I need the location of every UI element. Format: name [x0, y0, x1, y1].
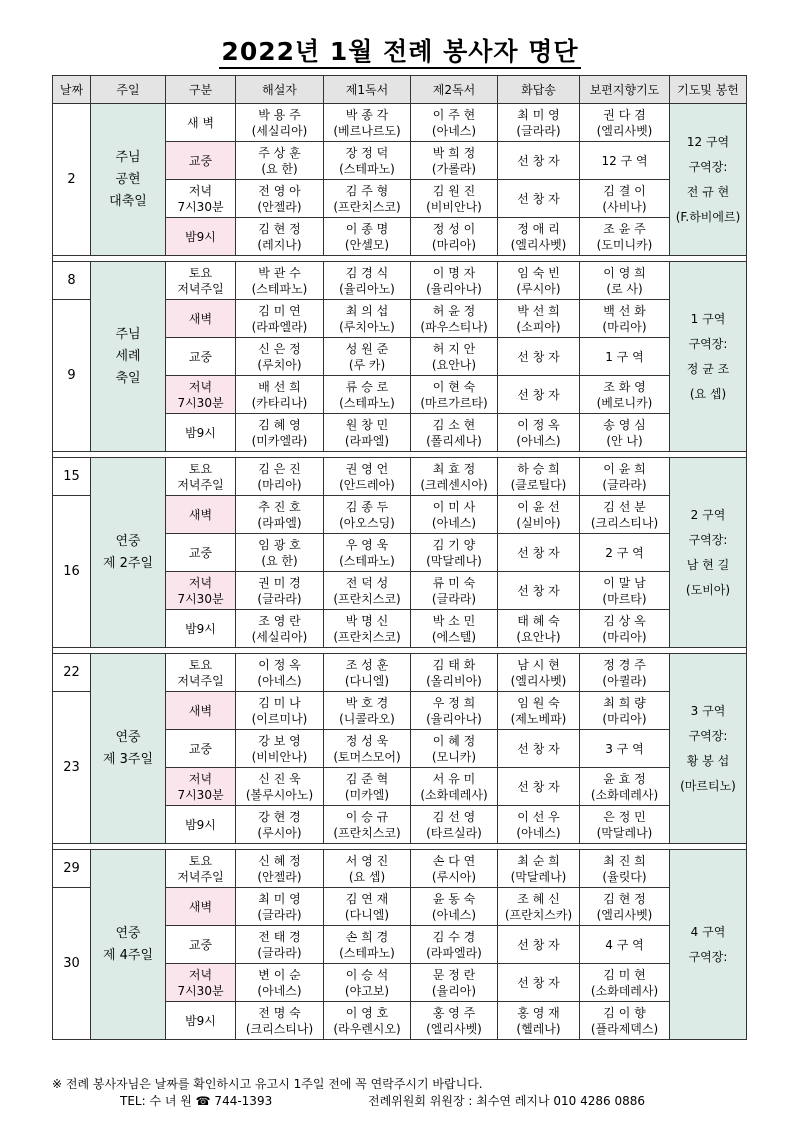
- reading2-cell: 허 윤 정 (파우스티나): [411, 300, 498, 338]
- commentator-cell: 김 은 진 (마리아): [236, 458, 324, 496]
- intercessions-cell: 조 윤 주 (도미니카): [580, 218, 670, 256]
- prayer-offering-cell: 3 구역 구역장: 황 봉 섭 (마르티노): [670, 654, 747, 844]
- date-cell: 2: [53, 104, 91, 256]
- mass-type-cell: 새벽: [166, 300, 236, 338]
- intercessions-cell: 최 희 량 (마리아): [580, 692, 670, 730]
- reading2-cell: 이 주 현 (아네스): [411, 104, 498, 142]
- mass-type-cell: 새벽: [166, 496, 236, 534]
- intercessions-cell: 이 말 남 (마르타): [580, 572, 670, 610]
- reading1-cell: 박 호 경 (니콜라오): [324, 692, 411, 730]
- contact-committee: 전례위원회 위원장 : 최수연 레지나 010 4286 0886: [368, 1094, 646, 1108]
- date-cell: 29: [53, 850, 91, 888]
- reading1-cell: 이 영 호 (라우렌시오): [324, 1002, 411, 1040]
- date-cell: 22: [53, 654, 91, 692]
- page-title: 2022년 1월 전례 봉사자 명단: [0, 32, 800, 68]
- reading1-cell: 성 원 준 (루 카): [324, 338, 411, 376]
- mass-type-cell: 토요 저녁주일: [166, 654, 236, 692]
- intercessions-cell: 윤 효 정 (소화데레사): [580, 768, 670, 806]
- table-row: [53, 850, 747, 888]
- commentator-cell: 권 미 경 (글라라): [236, 572, 324, 610]
- commentator-cell: 박 관 수 (스테파노): [236, 262, 324, 300]
- roster-table: [52, 75, 747, 1040]
- mass-type-cell: 교중: [166, 730, 236, 768]
- intercessions-cell: 은 정 민 (막달레나): [580, 806, 670, 844]
- psalm-cell: 선 창 자: [498, 534, 580, 572]
- date-cell: 16: [53, 496, 91, 648]
- col-date: 날짜: [53, 76, 91, 104]
- commentator-cell: 김 미 연 (라파엘라): [236, 300, 324, 338]
- reading1-cell: 김 연 재 (다니엘): [324, 888, 411, 926]
- reading2-cell: 김 소 현 (폴리세나): [411, 414, 498, 452]
- date-cell: 15: [53, 458, 91, 496]
- psalm-cell: 태 혜 숙 (요안나): [498, 610, 580, 648]
- reading1-cell: 서 영 진 (요 셉): [324, 850, 411, 888]
- reading2-cell: 김 선 영 (타르실라): [411, 806, 498, 844]
- reading1-cell: 권 영 언 (안드레아): [324, 458, 411, 496]
- date-cell: 23: [53, 692, 91, 844]
- intercessions-cell: 김 이 향 (플라제덱스): [580, 1002, 670, 1040]
- reading2-cell: 문 정 란 (율리아): [411, 964, 498, 1002]
- col-prayer-offering: 기도및 봉헌: [670, 76, 747, 104]
- reading1-cell: 김 경 식 (율리아노): [324, 262, 411, 300]
- psalm-cell: 이 선 우 (아네스): [498, 806, 580, 844]
- reading2-cell: 최 효 정 (크레센시아): [411, 458, 498, 496]
- commentator-cell: 전 태 경 (글라라): [236, 926, 324, 964]
- commentator-cell: 강 보 영 (비비안나): [236, 730, 324, 768]
- mass-type-cell: 새벽: [166, 692, 236, 730]
- col-reading1: 제1독서: [324, 76, 411, 104]
- commentator-cell: 추 진 호 (라파엘): [236, 496, 324, 534]
- reading1-cell: 우 영 욱 (스테파노): [324, 534, 411, 572]
- mass-type-cell: 교중: [166, 926, 236, 964]
- mass-type-cell: 새벽: [166, 888, 236, 926]
- psalm-cell: 이 윤 선 (실비아): [498, 496, 580, 534]
- reading1-cell: 류 승 로 (스테파노): [324, 376, 411, 414]
- date-cell: 8: [53, 262, 91, 300]
- intercessions-cell: 김 상 옥 (마리아): [580, 610, 670, 648]
- sunday-cell: 연중 제 3주일: [91, 654, 166, 844]
- reading2-cell: 김 기 양 (막달레나): [411, 534, 498, 572]
- col-psalm: 화답송: [498, 76, 580, 104]
- mass-type-cell: 밤9시: [166, 806, 236, 844]
- sunday-cell: 주님 세례 축일: [91, 262, 166, 452]
- contact-phone: TEL: 수 녀 원 ☎ 744-1393: [120, 1094, 273, 1108]
- reading1-cell: 김 주 형 (프란치스코): [324, 180, 411, 218]
- commentator-cell: 최 미 영 (글라라): [236, 888, 324, 926]
- psalm-cell: 임 숙 빈 (루시아): [498, 262, 580, 300]
- psalm-cell: 이 정 옥 (아네스): [498, 414, 580, 452]
- intercessions-cell: 1 구 역: [580, 338, 670, 376]
- table-row: [53, 458, 747, 496]
- psalm-cell: 선 창 자: [498, 180, 580, 218]
- mass-type-cell: 밤9시: [166, 218, 236, 256]
- commentator-cell: 배 선 희 (카타리나): [236, 376, 324, 414]
- mass-type-cell: 밤9시: [166, 610, 236, 648]
- reading2-cell: 서 유 미 (소화데레사): [411, 768, 498, 806]
- col-commentator: 해설자: [236, 76, 324, 104]
- psalm-cell: 조 혜 신 (프란치스카): [498, 888, 580, 926]
- psalm-cell: 최 순 희 (막달레나): [498, 850, 580, 888]
- commentator-cell: 조 영 란 (세실리아): [236, 610, 324, 648]
- footer-note: ※ 전례 봉사자님은 날짜를 확인하시고 유고시 1주일 전에 꼭 연락주시기 바랍니다.: [52, 1077, 483, 1091]
- psalm-cell: 홍 영 재 (헬레나): [498, 1002, 580, 1040]
- col-type: 구분: [166, 76, 236, 104]
- reading1-cell: 최 의 섭 (루치아노): [324, 300, 411, 338]
- psalm-cell: 정 애 리 (엘리사벳): [498, 218, 580, 256]
- commentator-cell: 주 상 훈 (요 한): [236, 142, 324, 180]
- intercessions-cell: 12 구 역: [580, 142, 670, 180]
- commentator-cell: 신 혜 정 (안젤라): [236, 850, 324, 888]
- intercessions-cell: 김 선 분 (크리스티나): [580, 496, 670, 534]
- reading1-cell: 조 성 훈 (다니엘): [324, 654, 411, 692]
- reading1-cell: 장 정 덕 (스테파노): [324, 142, 411, 180]
- psalm-cell: 박 선 희 (소피아): [498, 300, 580, 338]
- commentator-cell: 박 용 주 (세실리아): [236, 104, 324, 142]
- mass-type-cell: 밤9시: [166, 1002, 236, 1040]
- psalm-cell: 선 창 자: [498, 142, 580, 180]
- intercessions-cell: 조 화 영 (베로니카): [580, 376, 670, 414]
- commentator-cell: 이 정 옥 (아네스): [236, 654, 324, 692]
- mass-type-cell: 밤9시: [166, 414, 236, 452]
- table-row: [53, 262, 747, 300]
- sunday-cell: 연중 제 2주일: [91, 458, 166, 648]
- intercessions-cell: 권 다 겸 (엘리사벳): [580, 104, 670, 142]
- reading1-cell: 박 명 신 (프란치스코): [324, 610, 411, 648]
- reading1-cell: 정 성 욱 (토머스모어): [324, 730, 411, 768]
- reading2-cell: 김 태 화 (올리비아): [411, 654, 498, 692]
- reading2-cell: 박 희 정 (가롤라): [411, 142, 498, 180]
- intercessions-cell: 이 윤 희 (글라라): [580, 458, 670, 496]
- mass-type-cell: 교중: [166, 338, 236, 376]
- reading2-cell: 박 소 민 (에스텔): [411, 610, 498, 648]
- reading1-cell: 이 승 석 (야고보): [324, 964, 411, 1002]
- mass-type-cell: 새 벽: [166, 104, 236, 142]
- reading1-cell: 김 종 두 (아오스딩): [324, 496, 411, 534]
- reading1-cell: 이 승 규 (프란치스코): [324, 806, 411, 844]
- intercessions-cell: 최 진 희 (율릿다): [580, 850, 670, 888]
- psalm-cell: 임 원 숙 (제노베파): [498, 692, 580, 730]
- reading2-cell: 손 다 연 (루시아): [411, 850, 498, 888]
- commentator-cell: 김 현 정 (레지나): [236, 218, 324, 256]
- reading2-cell: 김 수 경 (라파엘라): [411, 926, 498, 964]
- intercessions-cell: 김 현 정 (엘리사벳): [580, 888, 670, 926]
- col-intercessions: 보편지향기도: [580, 76, 670, 104]
- prayer-offering-cell: 12 구역 구역장: 전 규 현 (F.하비에르): [670, 104, 747, 256]
- commentator-cell: 김 혜 영 (미카엘라): [236, 414, 324, 452]
- mass-type-cell: 토요 저녁주일: [166, 458, 236, 496]
- psalm-cell: 하 승 희 (클로틸다): [498, 458, 580, 496]
- psalm-cell: 선 창 자: [498, 730, 580, 768]
- intercessions-cell: 김 미 현 (소화데레사): [580, 964, 670, 1002]
- psalm-cell: 선 창 자: [498, 768, 580, 806]
- reading2-cell: 이 현 숙 (마르가르타): [411, 376, 498, 414]
- reading1-cell: 김 준 혁 (미카엘): [324, 768, 411, 806]
- table-row: [53, 104, 747, 142]
- commentator-cell: 전 명 숙 (크리스티나): [236, 1002, 324, 1040]
- psalm-cell: 선 창 자: [498, 376, 580, 414]
- mass-type-cell: 저녁 7시30분: [166, 376, 236, 414]
- sunday-cell: 연중 제 4주일: [91, 850, 166, 1040]
- col-sunday: 주일: [91, 76, 166, 104]
- commentator-cell: 변 이 순 (아네스): [236, 964, 324, 1002]
- psalm-cell: 최 미 영 (글라라): [498, 104, 580, 142]
- psalm-cell: 선 창 자: [498, 338, 580, 376]
- reading2-cell: 정 성 이 (마리아): [411, 218, 498, 256]
- date-cell: 9: [53, 300, 91, 452]
- commentator-cell: 신 은 정 (루치아): [236, 338, 324, 376]
- reading2-cell: 김 원 진 (비비안나): [411, 180, 498, 218]
- prayer-offering-cell: 2 구역 구역장: 남 현 길 (도비아): [670, 458, 747, 648]
- intercessions-cell: 이 영 희 (로 사): [580, 262, 670, 300]
- intercessions-cell: 3 구 역: [580, 730, 670, 768]
- reading1-cell: 전 덕 성 (프란치스코): [324, 572, 411, 610]
- reading2-cell: 류 미 숙 (글라라): [411, 572, 498, 610]
- mass-type-cell: 저녁 7시30분: [166, 180, 236, 218]
- reading1-cell: 손 희 경 (스테파노): [324, 926, 411, 964]
- commentator-cell: 강 현 경 (루시아): [236, 806, 324, 844]
- reading2-cell: 허 지 안 (요안나): [411, 338, 498, 376]
- reading2-cell: 우 정 희 (율리아나): [411, 692, 498, 730]
- col-reading2: 제2독서: [411, 76, 498, 104]
- psalm-cell: 선 창 자: [498, 572, 580, 610]
- reading1-cell: 이 종 명 (안셀모): [324, 218, 411, 256]
- date-cell: 30: [53, 888, 91, 1040]
- intercessions-cell: 2 구 역: [580, 534, 670, 572]
- prayer-offering-cell: 1 구역 구역장: 정 균 조 (요 셉): [670, 262, 747, 452]
- psalm-cell: 선 창 자: [498, 926, 580, 964]
- commentator-cell: 전 영 아 (안젤라): [236, 180, 324, 218]
- reading1-cell: 박 종 각 (베르나르도): [324, 104, 411, 142]
- sunday-cell: 주님 공현 대축일: [91, 104, 166, 256]
- reading2-cell: 홍 영 주 (엘리사벳): [411, 1002, 498, 1040]
- psalm-cell: 선 창 자: [498, 964, 580, 1002]
- intercessions-cell: 4 구 역: [580, 926, 670, 964]
- reading1-cell: 원 창 민 (라파엘): [324, 414, 411, 452]
- intercessions-cell: 백 선 화 (마리아): [580, 300, 670, 338]
- mass-type-cell: 저녁 7시30분: [166, 572, 236, 610]
- intercessions-cell: 정 경 주 (아퀼라): [580, 654, 670, 692]
- reading2-cell: 이 미 사 (아네스): [411, 496, 498, 534]
- mass-type-cell: 교중: [166, 534, 236, 572]
- header-row: [53, 76, 747, 104]
- mass-type-cell: 저녁 7시30분: [166, 768, 236, 806]
- intercessions-cell: 송 영 심 (안 나): [580, 414, 670, 452]
- intercessions-cell: 김 결 이 (사비나): [580, 180, 670, 218]
- reading2-cell: 이 혜 정 (모니카): [411, 730, 498, 768]
- reading2-cell: 윤 동 숙 (아네스): [411, 888, 498, 926]
- commentator-cell: 임 광 호 (요 한): [236, 534, 324, 572]
- mass-type-cell: 토요 저녁주일: [166, 850, 236, 888]
- commentator-cell: 신 진 욱 (볼루시아노): [236, 768, 324, 806]
- psalm-cell: 남 시 현 (엘리사벳): [498, 654, 580, 692]
- table-row: [53, 654, 747, 692]
- commentator-cell: 김 미 나 (이르미나): [236, 692, 324, 730]
- mass-type-cell: 저녁 7시30분: [166, 964, 236, 1002]
- prayer-offering-cell: 4 구역 구역장:: [670, 850, 747, 1040]
- mass-type-cell: 토요 저녁주일: [166, 262, 236, 300]
- mass-type-cell: 교중: [166, 142, 236, 180]
- reading2-cell: 이 명 자 (율리아나): [411, 262, 498, 300]
